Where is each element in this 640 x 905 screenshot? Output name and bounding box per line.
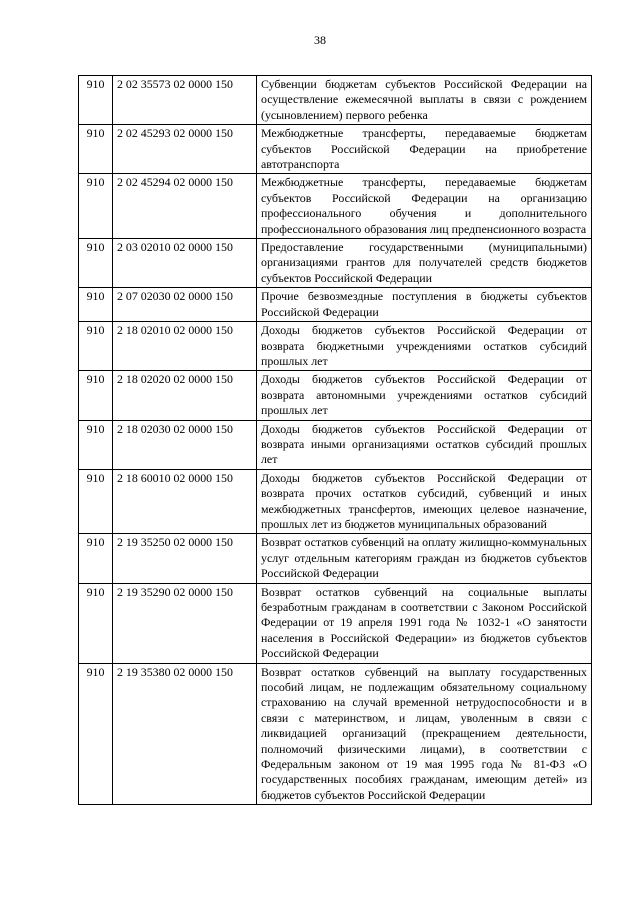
admin-code-cell: 910 (79, 322, 113, 371)
classification-code-cell: 2 02 45294 02 0000 150 (113, 174, 257, 239)
budget-classification-table (78, 75, 592, 805)
classification-code-cell: 2 07 02030 02 0000 150 (113, 288, 257, 322)
revenue-name-cell: Возврат остатков субвенций на выплату государственных пособий лицам, не подлежащим обязательному социальному страхованию на случай временной нетрудоспособности и в связи с материнством, и лицам, уволенным в связи с ликвидацией организаций (прекращением деятельности, полномочий физическими лицами), в соответствии с Федеральным законом от 19 мая 1995 года № 81-ФЗ «О государственных пособиях гражданам, имеющим детей» из бюджетов субъектов Российской Федерации (257, 663, 592, 805)
admin-code-cell: 910 (79, 288, 113, 322)
page-number: 38 (314, 33, 326, 47)
classification-code-cell: 2 18 02010 02 0000 150 (113, 322, 257, 371)
revenue-name-cell: Субвенции бюджетам субъектов Российской Федерации на осуществление ежемесячной выплаты в связи с рождением (усыновлением) первого ребенка (257, 76, 592, 125)
admin-code-cell: 910 (79, 125, 113, 174)
admin-code-cell: 910 (79, 663, 113, 805)
classification-code-cell: 2 19 35290 02 0000 150 (113, 583, 257, 663)
revenue-name-cell: Доходы бюджетов субъектов Российской Федерации от возврата автономными учреждениями остатков субсидий прошлых лет (257, 371, 592, 420)
table-row (79, 322, 592, 371)
revenue-name-cell: Межбюджетные трансферты, передаваемые бюджетам субъектов Российской Федерации на приобретение автотранспорта (257, 125, 592, 174)
admin-code-cell: 910 (79, 583, 113, 663)
table-row (79, 583, 592, 663)
table-row (79, 125, 592, 174)
table-row (79, 239, 592, 288)
revenue-name-cell: Межбюджетные трансферты, передаваемые бюджетам субъектов Российской Федерации на организацию профессионального обучения и дополнительного профессионального образования лиц предпенсионного возраста (257, 174, 592, 239)
table-body (79, 76, 592, 805)
table-row (79, 371, 592, 420)
revenue-name-cell: Возврат остатков субвенций на оплату жилищно-коммунальных услуг отдельным категориям граждан из бюджетов субъектов Российской Федерации (257, 534, 592, 583)
table-row (79, 663, 592, 805)
revenue-name-cell: Возврат остатков субвенций на социальные выплаты безработным гражданам в соответствии с Законом Российской Федерации от 19 апреля 1991 года № 1032-1 «О занятости населения в Российской Федерации» из бюджетов субъектов Российской Федерации (257, 583, 592, 663)
table-row (79, 76, 592, 125)
revenue-name-cell: Прочие безвозмездные поступления в бюджеты субъектов Российской Федерации (257, 288, 592, 322)
table-row (79, 534, 592, 583)
admin-code-cell: 910 (79, 469, 113, 534)
admin-code-cell: 910 (79, 76, 113, 125)
admin-code-cell: 910 (79, 371, 113, 420)
revenue-name-cell: Доходы бюджетов субъектов Российской Федерации от возврата иными организациями остатков субсидий прошлых лет (257, 420, 592, 469)
classification-code-cell: 2 18 60010 02 0000 150 (113, 469, 257, 534)
table-row (79, 174, 592, 239)
classification-code-cell: 2 18 02020 02 0000 150 (113, 371, 257, 420)
admin-code-cell: 910 (79, 420, 113, 469)
table-row (79, 420, 592, 469)
classification-code-cell: 2 19 35250 02 0000 150 (113, 534, 257, 583)
revenue-name-cell: Доходы бюджетов субъектов Российской Федерации от возврата бюджетными учреждениями остатков субсидий прошлых лет (257, 322, 592, 371)
table-row (79, 288, 592, 322)
classification-code-cell: 2 02 35573 02 0000 150 (113, 76, 257, 125)
admin-code-cell: 910 (79, 174, 113, 239)
table-row (79, 469, 592, 534)
revenue-name-cell: Доходы бюджетов субъектов Российской Федерации от возврата прочих остатков субсидий, субвенций и иных межбюджетных трансфертов, имеющих целевое назначение, прошлых лет из бюджетов муниципальных образований (257, 469, 592, 534)
admin-code-cell: 910 (79, 534, 113, 583)
classification-code-cell: 2 18 02030 02 0000 150 (113, 420, 257, 469)
classification-code-cell: 2 03 02010 02 0000 150 (113, 239, 257, 288)
revenue-name-cell: Предоставление государственными (муниципальными) организациями грантов для получателей средств бюджетов субъектов Российской Федерации (257, 239, 592, 288)
classification-code-cell: 2 02 45293 02 0000 150 (113, 125, 257, 174)
classification-code-cell: 2 19 35380 02 0000 150 (113, 663, 257, 805)
admin-code-cell: 910 (79, 239, 113, 288)
